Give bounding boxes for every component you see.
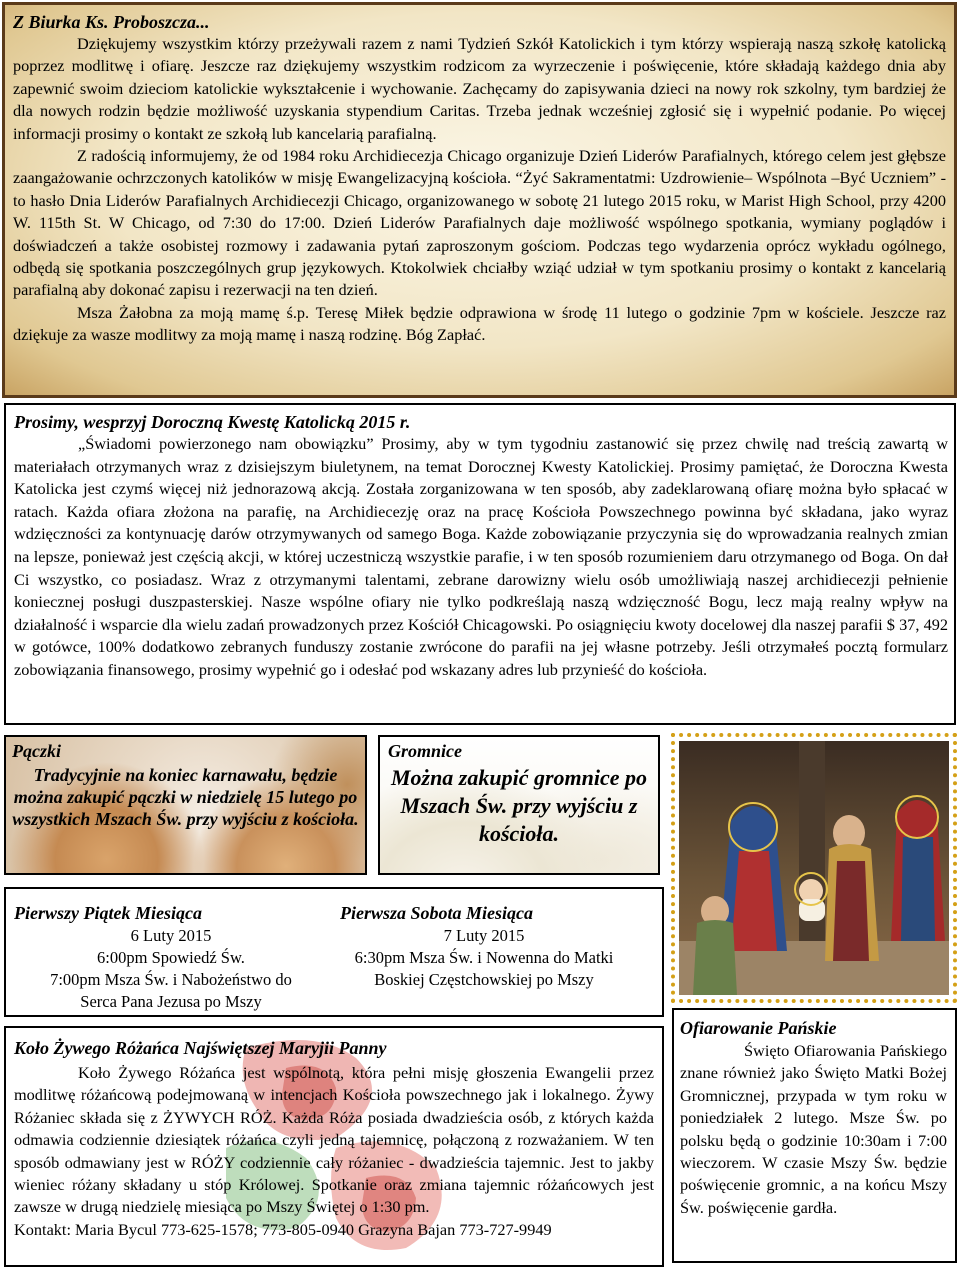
first-friday-saturday-section xyxy=(4,887,664,1017)
first-friday-confession: 6:00pm Spowiedź Św. xyxy=(97,948,245,967)
catholic-appeal-section xyxy=(4,403,956,725)
presentation-feast-section xyxy=(672,1008,957,1263)
first-saturday-novena: Boskiej Częstchowskiej po Mszy xyxy=(374,970,594,989)
pastor-paragraph-schools: Dziękujemy wszystkim którzy przeżywali razem z nami Tydzień Szkół Katolickich i tym którzy wspierają naszą szkołę katolicką poprzez modlitwę i ofiarę. Jeszcze raz dziękujemy wszystkim rodzicom za wyrzeczenie i poświęcenie, które składają każdego dnia aby zapewnić swoim dzieciom katolickie wykształcenie i wychowanie. Zachęcamy do zapisywania dzieci na nowy rok szkolny, tym bardziej że dla nowych rodzin będzie możliwość uzyskania stypendium Caritas. Trzeba jednak wcześniej zgłosić się i wypełnić podanie. Po więcej informacji prosimy o kontakt ze szkołą lub kancelarią parafialną. xyxy=(13,34,946,143)
presentation-feast-body: Święto Ofiarowania Pańskiego znane również jako Święto Matki Bożej Gromnicznej, przypada w tym roku w poniedziałek 2 lutego. Msze Św. po polsku będą o godzinie 10:30am i 7:00 wieczorem. W czasie Mszy Św. będzie poświęcenie gromnic, a na końcu Mszy Św. poświęcenie gardła. xyxy=(680,1041,947,1217)
living-rosary-body: Koło Żywego Różańca jest wspólnotą, która pełni misję głoszenia Ewangelii przez modlitwę różańcową podejmowaną w intencjach Kościoła powszechnego jak i lokalnego. Żywy Różaniec składa się z ŻYWYCH RÓŻ. Każda Róża posiada dwadzieścia osób, z których każda odmawia codziennie dziesiątek różańca czyli jedną tajemnicę, połączoną z rozważaniem. W ten sposób odmawiany jest w RÓŻY codziennie cały różaniec - dwadzieścia tajemnic. Jest to jakby wieniec różany składany u stóp Królowej. Spotkanie oraz zmiana tajemnic różańcowych jest zawsze w drugą niedzielę miesiąca po Mszy Świętej o 1:30 pm. xyxy=(14,1063,654,1217)
first-friday-title: Pierwszy Piątek Miesiąca xyxy=(14,903,202,923)
paczki-title: Pączki xyxy=(12,741,61,761)
pastor-paragraph-leaders-day: Z radością informujemy, że od 1984 roku Archidiecezja Chicago organizuje Dzień Liderów Parafialnych, którego celem jest głębsze zaangażowanie ochrzczonych katolików w misję Ewangelizacyjną kościoła. “Żyć Sakramentatmi: Uzdrowienie– Wspólnota –Być Uczniem” - to hasło Dnia Liderów Parafialnych Archidiecezji Chicago, organizowanego w sobotę 21 lutego 2015 roku, w Marist High School, przy 4200 W. 115th St. W Chicago, od 7:30 do 17:00. Dzień Liderów Parafialnych daje możliwość wspólnego spotkania, wymiany poglądów i doświadczeń a także osobistej rozmowy i zadawania pytań zaproszonym gościom. Podczas tego wydarzenia oprócz wykładu ogólnego, odbędą się spotkania poszczególnych grup językowych. Ktokolwiek chciałby wziąć udział w tym spotkaniu prosimy o kontakt z kancelarią parafialną aby dokonać zapisu i rezerwacji na ten dzień. xyxy=(13,146,946,300)
gromnice-notice xyxy=(378,735,660,875)
first-friday-devotion: Serca Pana Jezusa po Mszy xyxy=(80,992,262,1011)
gromnice-title: Gromnice xyxy=(388,741,462,761)
gromnice-body: Można zakupić gromnice po Mszach Św. przy wyjściu z kościoła. xyxy=(390,765,648,846)
first-saturday-mass: 6:30pm Msza Św. i Nowenna do Matki xyxy=(354,948,614,967)
pastor-letter-section xyxy=(2,2,957,398)
first-friday-date: 6 Luty 2015 xyxy=(130,926,212,945)
presentation-icon-frame xyxy=(671,733,957,1003)
living-rosary-contact: Kontakt: Maria Bycul 773-625-1578; 773-805-0940 Grazyna Bajan 773-727-9949 xyxy=(14,1219,552,1239)
first-saturday-details xyxy=(334,925,634,991)
catholic-appeal-title: Prosimy, wesprzyj Doroczną Kwestę Katolicką 2015 r. xyxy=(14,412,411,432)
first-friday-mass: 7:00pm Msza Św. i Nabożeństwo do xyxy=(50,970,292,989)
presentation-of-the-lord-image xyxy=(679,741,949,995)
catholic-appeal-body: „Świadomi powierzonego nam obowiązku” Prosimy, aby w tym tygodniu zastanowić się przez chwilę nad treścią zawartą w materiałach otrzymanych wraz z dzisiejszym biuletynem, na temat Dorocznej Kwesty Katolickiej. Prosimy pamiętać, że Doroczna Kwesta Katolicka jest czymś więcej niż jednorazową akcją. Została zorganizowana w ten sposób, aby zadeklarowaną ofiarę można było spłacać w ratach. Każda ofiara złożona na parafię, na Archidiecezję oraz na pracę Kościoła Powszechnego powinna być składana, jako wyraz wdzięczności za kontynuację darów otrzymywanych od samego Boga. Każde zobowiązanie przyczynia się do wprowadzania realnych zmian na lepsze, ponieważ jest częścią akcji, w której uczestniczą wszystkie parafie, i w ten sposób rozumieniem daru otrzymanego od Boga. On dał Ci wszystko, co posiadasz. Wraz z otrzymanymi talentami, zebrane darowizny wielu osób umożliwiają naszej archidiecezji pełnienie koniecznej posługi duszpasterskiej. Nasze wspólne ofiary nie tylko podkreślają naszą wdzięczność Bogu, lecz mają realny wpływ na działalność i wsparcie dla wielu zadań prowadzonych przez Kościół Chicagowski. Po osiągnięciu kwoty docelowej dla naszej parafii $ 37, 492 w gotówce, 100% dodatkowo zebranych funduszy zostanie zwrócone do parafii na jej własne potrzeby. Jeśli otrzymałeś pocztą formularz zobowiązania finansowego, prosimy wypełnić go i odesłać pod wskazany adres lub przynieść do kościoła. xyxy=(14,434,948,679)
pastor-paragraph-funeral-mass: Msza Żałobna za moją mamę ś.p. Teresę Miłek będzie odprawiona w środę 11 lutego o godzinie 7pm w kościele. Jeszcze raz dziękuje za wasze modlitwy za moją mamę i naszą rodzinę. Bóg Zapłać. xyxy=(13,302,946,345)
first-friday-details xyxy=(12,925,330,1013)
paczki-body: Tradycyjnie na koniec karnawału, będzie można zakupić pączki w niedzielę 15 lutego po wszystkich Mszach Św. przy wyjściu z kościoła. xyxy=(12,765,359,829)
first-saturday-date: 7 Luty 2015 xyxy=(443,926,525,945)
pastor-letter-title: Z Biurka Ks. Proboszcza... xyxy=(13,12,210,32)
first-saturday-title: Pierwsza Sobota Miesiąca xyxy=(340,903,534,923)
presentation-feast-title: Ofiarowanie Pańskie xyxy=(680,1018,837,1038)
living-rosary-section xyxy=(4,1026,664,1267)
paczki-notice xyxy=(4,735,367,875)
living-rosary-title: Koło Żywego Różańca Najświętszej Maryjii Panny xyxy=(14,1038,387,1058)
